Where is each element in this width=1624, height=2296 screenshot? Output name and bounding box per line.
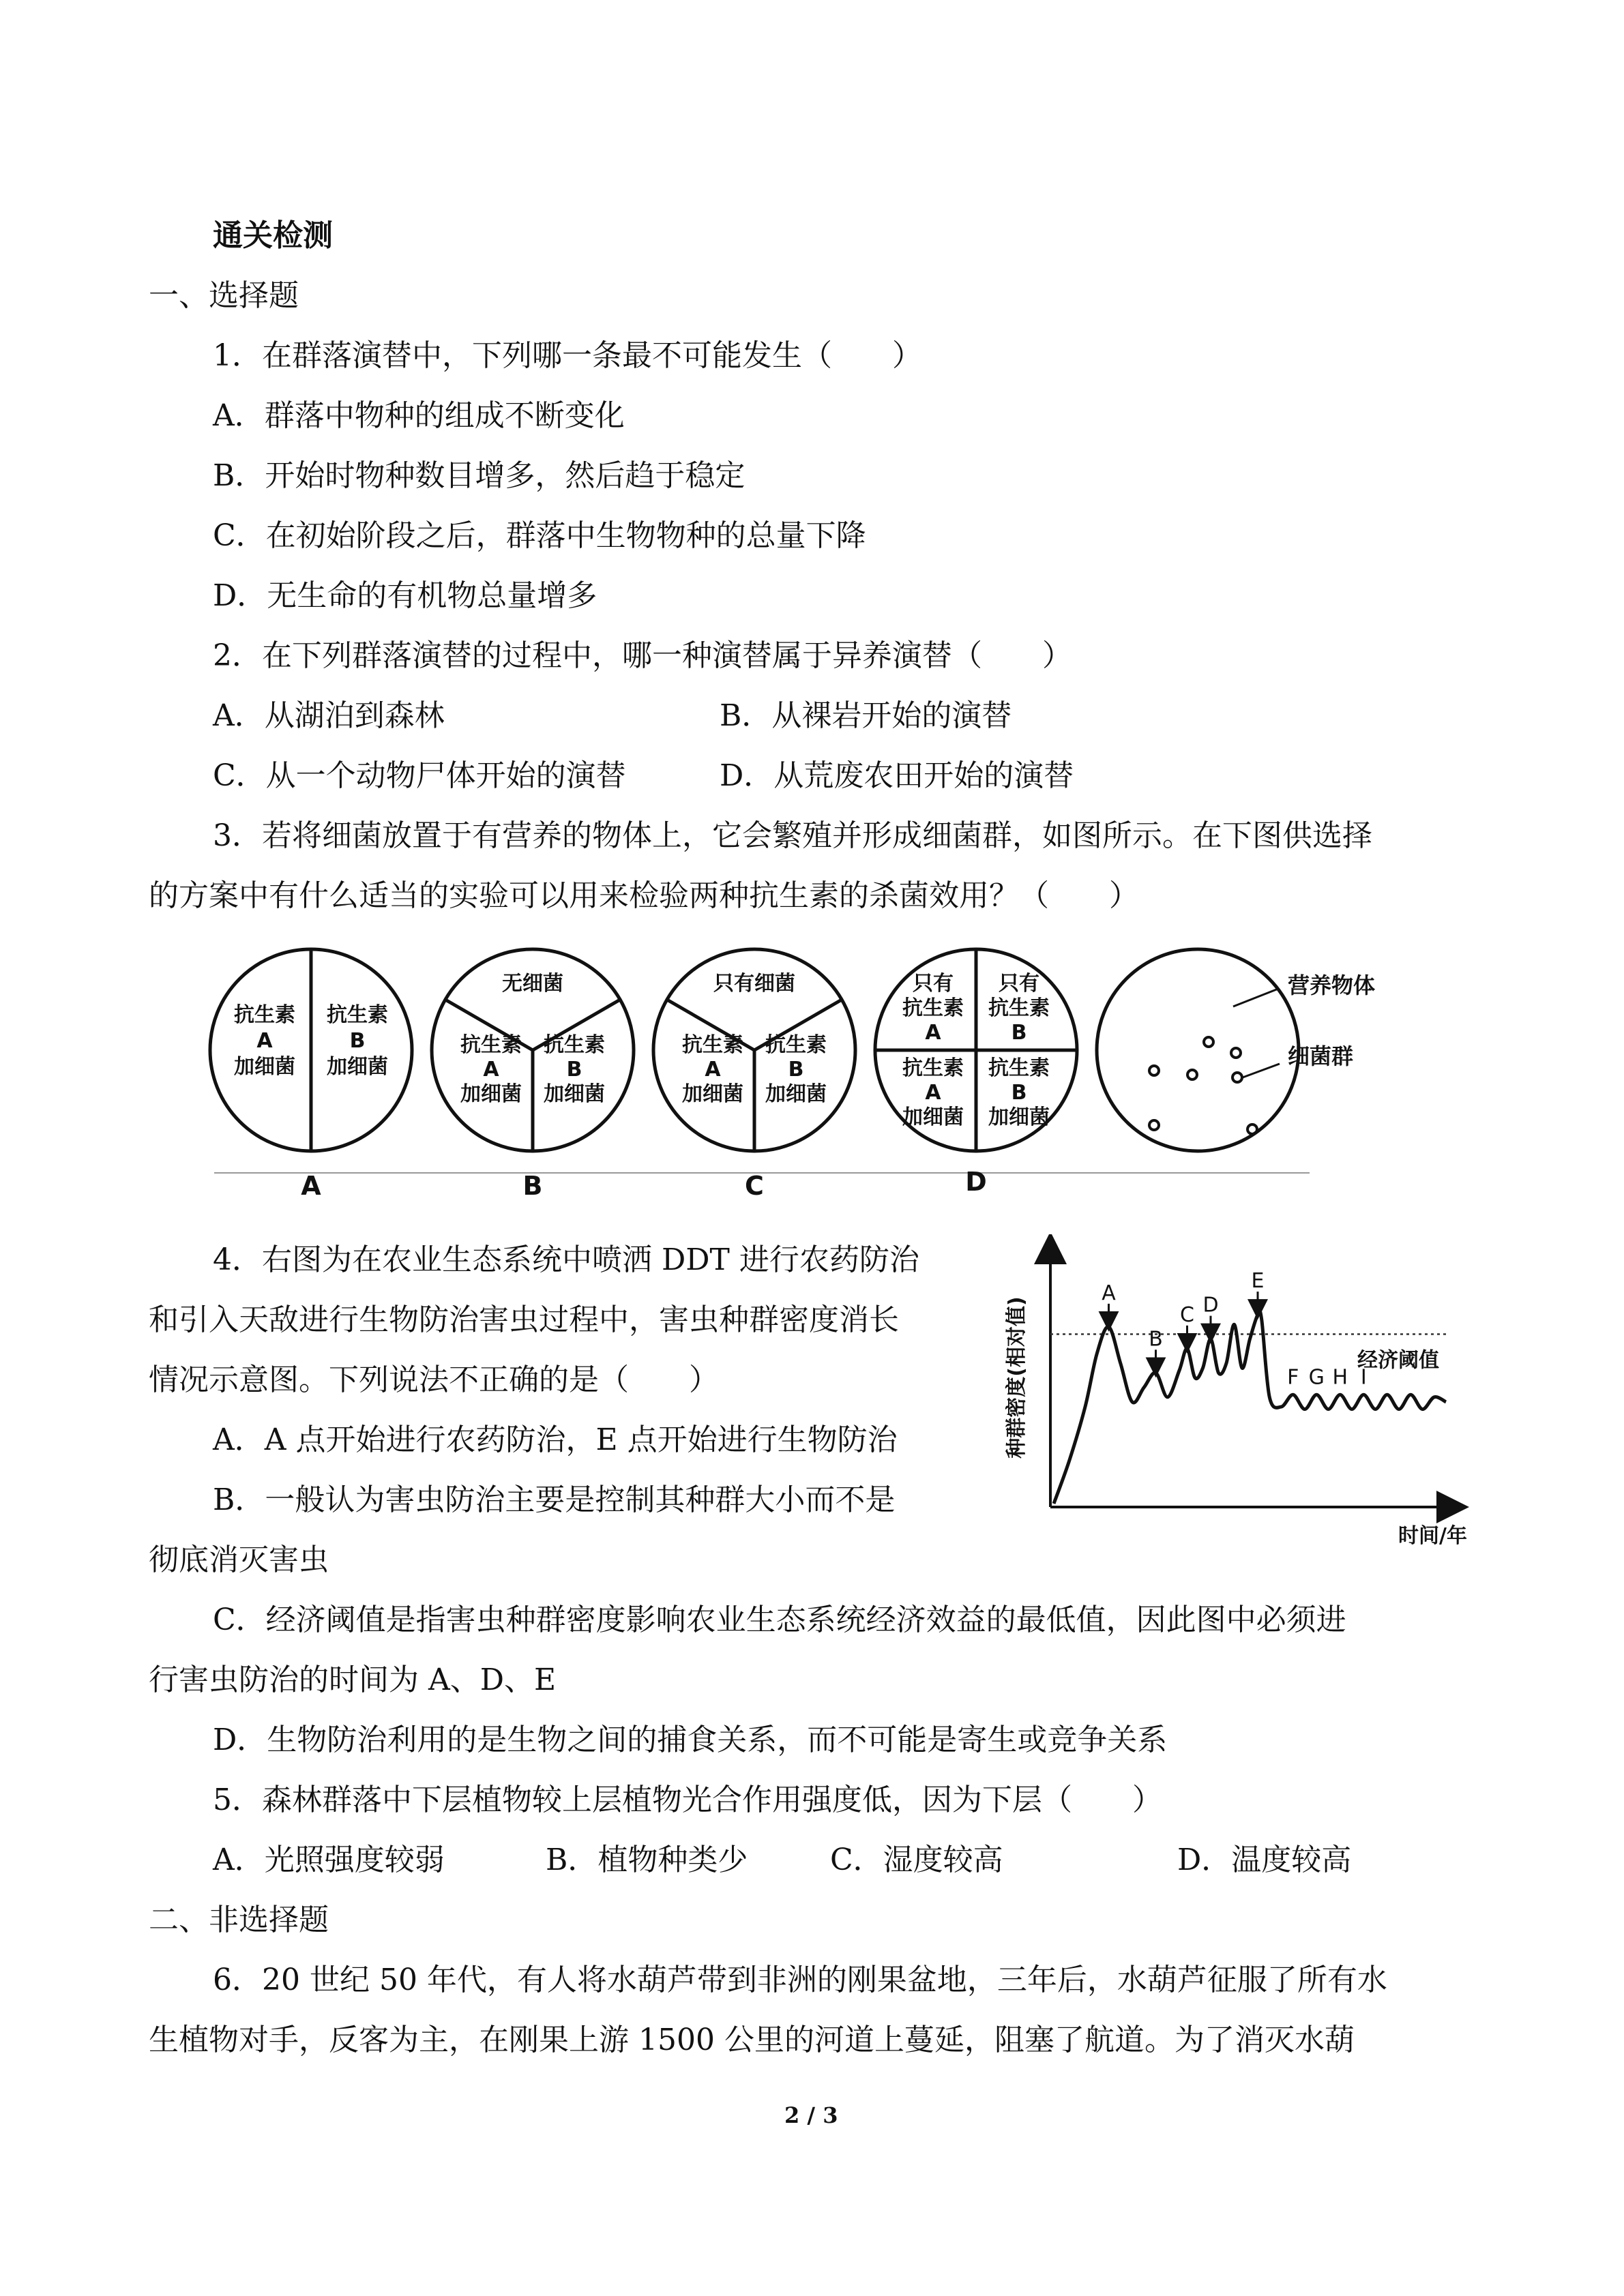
q4-option-c-line2: 行害虫防治的时间为 A、D、E — [149, 1663, 557, 1697]
density-curve — [1054, 1311, 1446, 1504]
dish-b-right-add: 加细菌 — [544, 1082, 605, 1106]
q4-option-b-line2: 彻底消灭害虫 — [149, 1542, 329, 1577]
q2-option-a: A．从湖泊到森林 — [213, 698, 445, 733]
dish-a-left-add: 加细菌 — [234, 1055, 295, 1079]
colony — [1204, 1037, 1213, 1047]
dish-d-bl-antibiotic: 抗生素 — [902, 1056, 964, 1080]
point-label-c: C — [1180, 1302, 1194, 1327]
dish-d-tr-only: 只有 — [999, 972, 1039, 996]
dish-d-bl-add: 加细菌 — [902, 1105, 964, 1129]
page-number: 2 / 3 — [784, 2102, 838, 2128]
q5-option-c: C．湿度较高 — [830, 1843, 1003, 1877]
dish-c-right-add: 加细菌 — [765, 1082, 827, 1106]
y-axis-label: 种群密度(相对值) — [1005, 1296, 1029, 1459]
q1-option-c: C．在初始阶段之后，群落中生物物种的总量下降 — [213, 518, 866, 553]
option-letter-b: B — [522, 1171, 543, 1200]
dish-c-left-letter: A — [705, 1058, 721, 1082]
point-label-i: I — [1360, 1365, 1367, 1390]
q3-stem-line2: 的方案中有什么适当的实验可以用来检验两种抗生素的杀菌效用？（ ） — [149, 878, 1139, 913]
colony — [1247, 1124, 1257, 1134]
dish-d-tr-letter: B — [1011, 1021, 1027, 1045]
x-axis-label: 时间/年 — [1398, 1524, 1467, 1548]
point-label-b: B — [1149, 1327, 1163, 1352]
section-choice: 一、选择题 — [149, 278, 299, 313]
dish-b-left-letter: A — [483, 1058, 499, 1082]
dish-d-br-letter: B — [1011, 1081, 1027, 1105]
bacterial-colonies — [1149, 1037, 1257, 1134]
dish-d-tr-antibiotic: 抗生素 — [988, 996, 1050, 1020]
q3-stem-line1: 3．若将细菌放置于有营养的物体上，它会繁殖并形成细菌群，如图所示。在下图供选择 — [213, 818, 1372, 853]
q4-option-b-line1: B．一般认为害虫防治主要是控制其种群大小而不是 — [213, 1482, 896, 1517]
point-label-h: H — [1332, 1365, 1348, 1390]
q1-stem: 1．在群落演替中，下列哪一条最不可能发生（ ） — [213, 338, 922, 373]
threshold-label: 经济阈值 — [1357, 1348, 1439, 1373]
dish-b-right-antibiotic: 抗生素 — [544, 1033, 605, 1057]
point-label-f: F — [1287, 1365, 1299, 1390]
dish-b-right-letter: B — [566, 1058, 582, 1082]
q1-option-d: D．无生命的有机物总量增多 — [213, 578, 597, 613]
point-label-d: D — [1202, 1293, 1219, 1317]
q2-option-b: B．从裸岩开始的演替 — [720, 698, 1012, 733]
dish-c-right-antibiotic: 抗生素 — [765, 1033, 827, 1057]
colony-label: 细菌群 — [1288, 1043, 1354, 1069]
section-nonchoice: 二、非选择题 — [149, 1903, 329, 1937]
petri-dish-figure — [205, 941, 1453, 1200]
q4-stem-line2: 和引入天敌进行生物防治害虫过程中，害虫种群密度消长 — [149, 1302, 899, 1337]
colony — [1231, 1048, 1241, 1058]
heading: 通关检测 — [213, 218, 333, 253]
dish-c-left-antibiotic: 抗生素 — [682, 1033, 743, 1057]
q1-option-b: B．开始时物种数目增多，然后趋于稳定 — [213, 458, 745, 493]
q2-option-c: C．从一个动物尸体开始的演替 — [213, 758, 626, 793]
dish-d-bl-letter: A — [925, 1081, 941, 1105]
q4-option-a: A．A 点开始进行农药防治，E 点开始进行生物防治 — [213, 1422, 898, 1457]
nutrient-label: 营养物体 — [1288, 972, 1376, 998]
q6-line2: 生植物对手，反客为主，在刚果上游 1500 公里的河道上蔓延，阻塞了航道。为了消灭水葫 — [149, 2023, 1355, 2057]
pest-density-chart — [982, 1234, 1494, 1555]
dish-a-right-antibiotic: 抗生素 — [327, 1003, 388, 1027]
dish-c-right-letter: B — [788, 1058, 804, 1082]
q6-line1: 6．20 世纪 50 年代，有人将水葫芦带到非洲的刚果盆地，三年后，水葫芦征服了所有水 — [213, 1963, 1387, 1997]
q4-option-d: D．生物防治利用的是生物之间的捕食关系，而不可能是寄生或竞争关系 — [213, 1723, 1168, 1757]
q5-option-a: A．光照强度较弱 — [213, 1843, 445, 1877]
option-letter-c: C — [745, 1171, 764, 1200]
dish-a-left-letter: A — [256, 1029, 273, 1053]
dish-b-left-add: 加细菌 — [460, 1082, 522, 1106]
colony — [1232, 1073, 1242, 1082]
dish-d-tl-antibiotic: 抗生素 — [902, 996, 964, 1020]
q1-option-a: A．群落中物种的组成不断变化 — [213, 398, 625, 433]
point-label-a: A — [1102, 1281, 1116, 1305]
reference-dish — [1097, 949, 1299, 1151]
point-label-g: G — [1308, 1365, 1325, 1390]
colony — [1149, 1120, 1159, 1130]
q4-stem-line1: 4．右图为在农业生态系统中喷洒 DDT 进行农药防治 — [213, 1242, 919, 1277]
q4-option-c-line1: C．经济阈值是指害虫种群密度影响农业生态系统经济效益的最低值，因此图中必须进 — [213, 1602, 1346, 1637]
q2-option-d: D．从荒废农田开始的演替 — [720, 758, 1074, 793]
dish-d-br-antibiotic: 抗生素 — [988, 1056, 1050, 1080]
dish-d-tl-only: 只有 — [913, 972, 954, 996]
dish-a-left-antibiotic: 抗生素 — [234, 1003, 295, 1027]
dish-a-right-add: 加细菌 — [327, 1055, 388, 1079]
dish-b-left-antibiotic: 抗生素 — [460, 1033, 522, 1057]
colony — [1187, 1070, 1197, 1079]
option-letter-a: A — [301, 1171, 321, 1200]
dish-d-tl-letter: A — [925, 1021, 941, 1045]
point-label-e: E — [1251, 1269, 1265, 1294]
q5-stem: 5．森林群落中下层植物较上层植物光合作用强度低，因为下层（ ） — [213, 1783, 1162, 1817]
dish-d-br-add: 加细菌 — [988, 1105, 1050, 1129]
dish-b-top: 无细菌 — [502, 972, 563, 996]
q4-stem-line3: 情况示意图。下列说法不正确的是（ ） — [149, 1362, 719, 1397]
colony — [1149, 1066, 1159, 1075]
dish-c-left-add: 加细菌 — [682, 1082, 743, 1106]
option-letter-d: D — [965, 1167, 987, 1197]
q5-option-b: B．植物种类少 — [546, 1843, 748, 1877]
dish-a-right-letter: B — [349, 1029, 366, 1053]
q2-stem: 2．在下列群落演替的过程中，哪一种演替属于异养演替（ ） — [213, 638, 1072, 673]
q5-option-d: D．温度较高 — [1177, 1843, 1352, 1877]
dish-c-top: 只有细菌 — [713, 972, 795, 996]
